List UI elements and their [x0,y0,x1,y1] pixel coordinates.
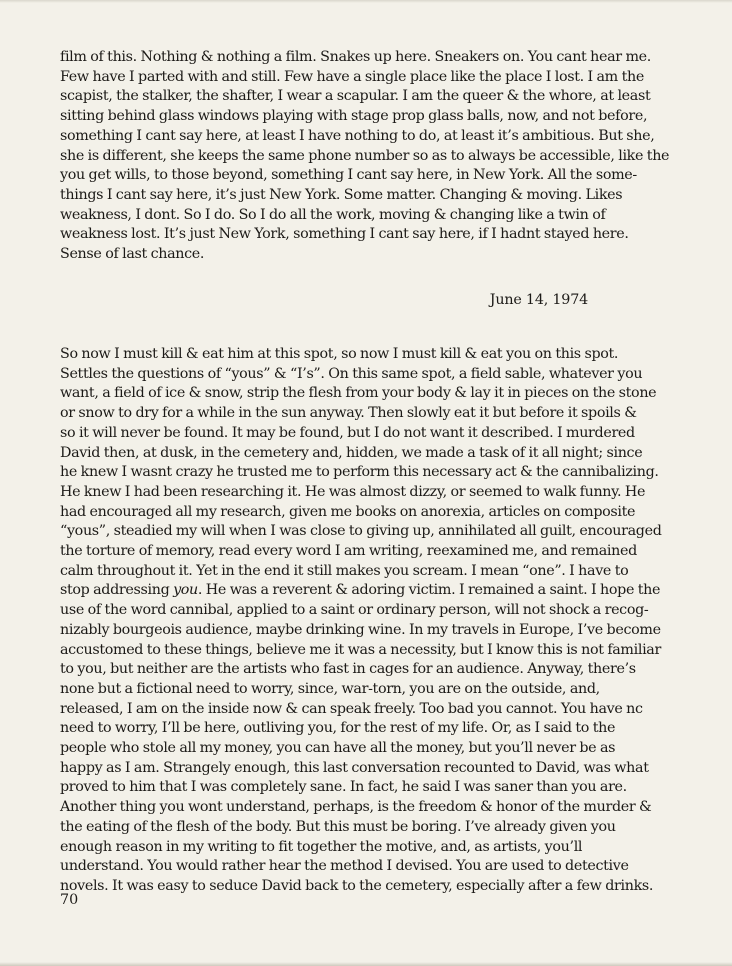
text-line: to you, but neither are the artists who fast in cages for an audience. Anyway, there’s [60,661,636,678]
text-line: happy as I am. Strangely enough, this last conversation recounted to David, was what [60,759,649,776]
text-line: or snow to dry for a while in the sun anyway. Then slowly eat it but before it spoils & [60,405,637,422]
text-line: Settles the questions of “yous” & “I’s”. On this same spot, a field sable, whatever you [60,365,643,382]
text-segment: . He was a reverent & adoring victim. I remained a saint. I hope the [197,582,661,599]
text-line: sitting behind glass windows playing with stage prop glass balls, now, and not before, [60,108,648,125]
text-line: Another thing you wont understand, perhaps, is the freedom & honor of the murder & [60,799,652,816]
text-line: want, a field of ice & snow, strip the flesh from your body & lay it in pieces on the stone [60,385,657,402]
text-line: film of this. Nothing & nothing a film. Snakes up here. Sneakers on. You cant hear me. [60,49,651,65]
text-line: enough reason in my writing to fit together the motive, and, as artists, you’ll [60,838,583,855]
text-line: something I cant say here, at least I have nothing to do, at least it’s ambitious. But she, [60,127,655,144]
page-number: 70 [60,892,79,908]
text-line: David then, at dusk, in the cemetery and, hidden, we made a task of it all night; since [60,444,643,461]
text-line: things I cant say here, it’s just New York. Some matter. Changing & moving. Likes [60,186,623,203]
text-line: use of the word cannibal, applied to a saint or ordinary person, will not shock a recog- [60,602,649,619]
text-line: had encouraged all my research, given me books on anorexia, articles on composite [60,503,636,520]
paragraph-1 [60,48,672,265]
page-bottom-edge [0,962,732,966]
text-line: so it will never be found. It may be found, but I do not want it described. I murdered [60,424,635,441]
text-line: He knew I had been researching it. He was almost dizzy, or seemed to walk funny. He [60,483,646,500]
text-line: need to worry, I’ll be here, outliving you, for the rest of my life. Or, as I said to the [60,720,616,737]
text-line: the torture of memory, read every word I am writing, reexamined me, and remained [60,543,637,560]
text-line-with-italic [60,581,672,601]
text-line: she is different, she keeps the same phone number so as to always be accessible, like the [60,147,670,164]
text-line: none but a fictional need to worry, since, war-torn, you are on the outside, and, [60,680,600,697]
text-line: So now I must kill & eat him at this spot, so now I must kill & eat you on this spot. [60,346,619,362]
text-line: you get wills, to those beyond, something I cant say here, in New York. All the some- [60,167,637,184]
text-line: understand. You would rather hear the method I devised. You are used to detective [60,858,629,875]
text-line: accustomed to these things, believe me it was a necessity, but I know this is not familiar [60,641,661,658]
text-line: calm throughout it. Yet in the end it still makes you scream. I mean “one”. I have to [60,562,629,579]
text-line: scapist, the stalker, the shafter, I wear a scapular. I am the queer & the whore, at least [60,88,651,105]
paragraph-2 [60,345,672,897]
text-line: the eating of the flesh of the body. But this must be boring. I’ve already given you [60,818,616,835]
text-line: Sense of last chance. [60,246,205,263]
text-line: Few have I parted with and still. Few have a single place like the place I lost. I am the [60,68,644,85]
page-top-edge [0,0,732,3]
text-line: he knew I wasnt crazy he trusted me to perform this necessary act & the cannibalizing. [60,464,659,481]
italic-word: you [173,582,198,599]
text-line: “yous”, steadied my will when I was close to giving up, annihilated all guilt, encouraged [60,523,662,540]
text-line: proved to him that I was completely sane. In fact, he said I was saner than you are. [60,779,627,796]
text-line: weakness lost. It’s just New York, something I cant say here, if I hadnt stayed here. [60,226,629,243]
text-line: people who stole all my money, you can have all the money, but you’ll never be as [60,740,616,757]
text-line: released, I am on the inside now & can speak freely. Too bad you cannot. You have nc [60,700,643,717]
text-line: nizably bourgeois audience, maybe drinking wine. In my travels in Europe, I’ve become [60,621,661,638]
text-line: novels. It was easy to seduce David back to the cemetery, especially after a few drinks. [60,877,654,894]
entry-date: June 14, 1974 [489,292,588,308]
text-segment: stop addressing [60,582,174,599]
text-line: weakness, I dont. So I do. So I do all the work, moving & changing like a twin of [60,206,606,223]
